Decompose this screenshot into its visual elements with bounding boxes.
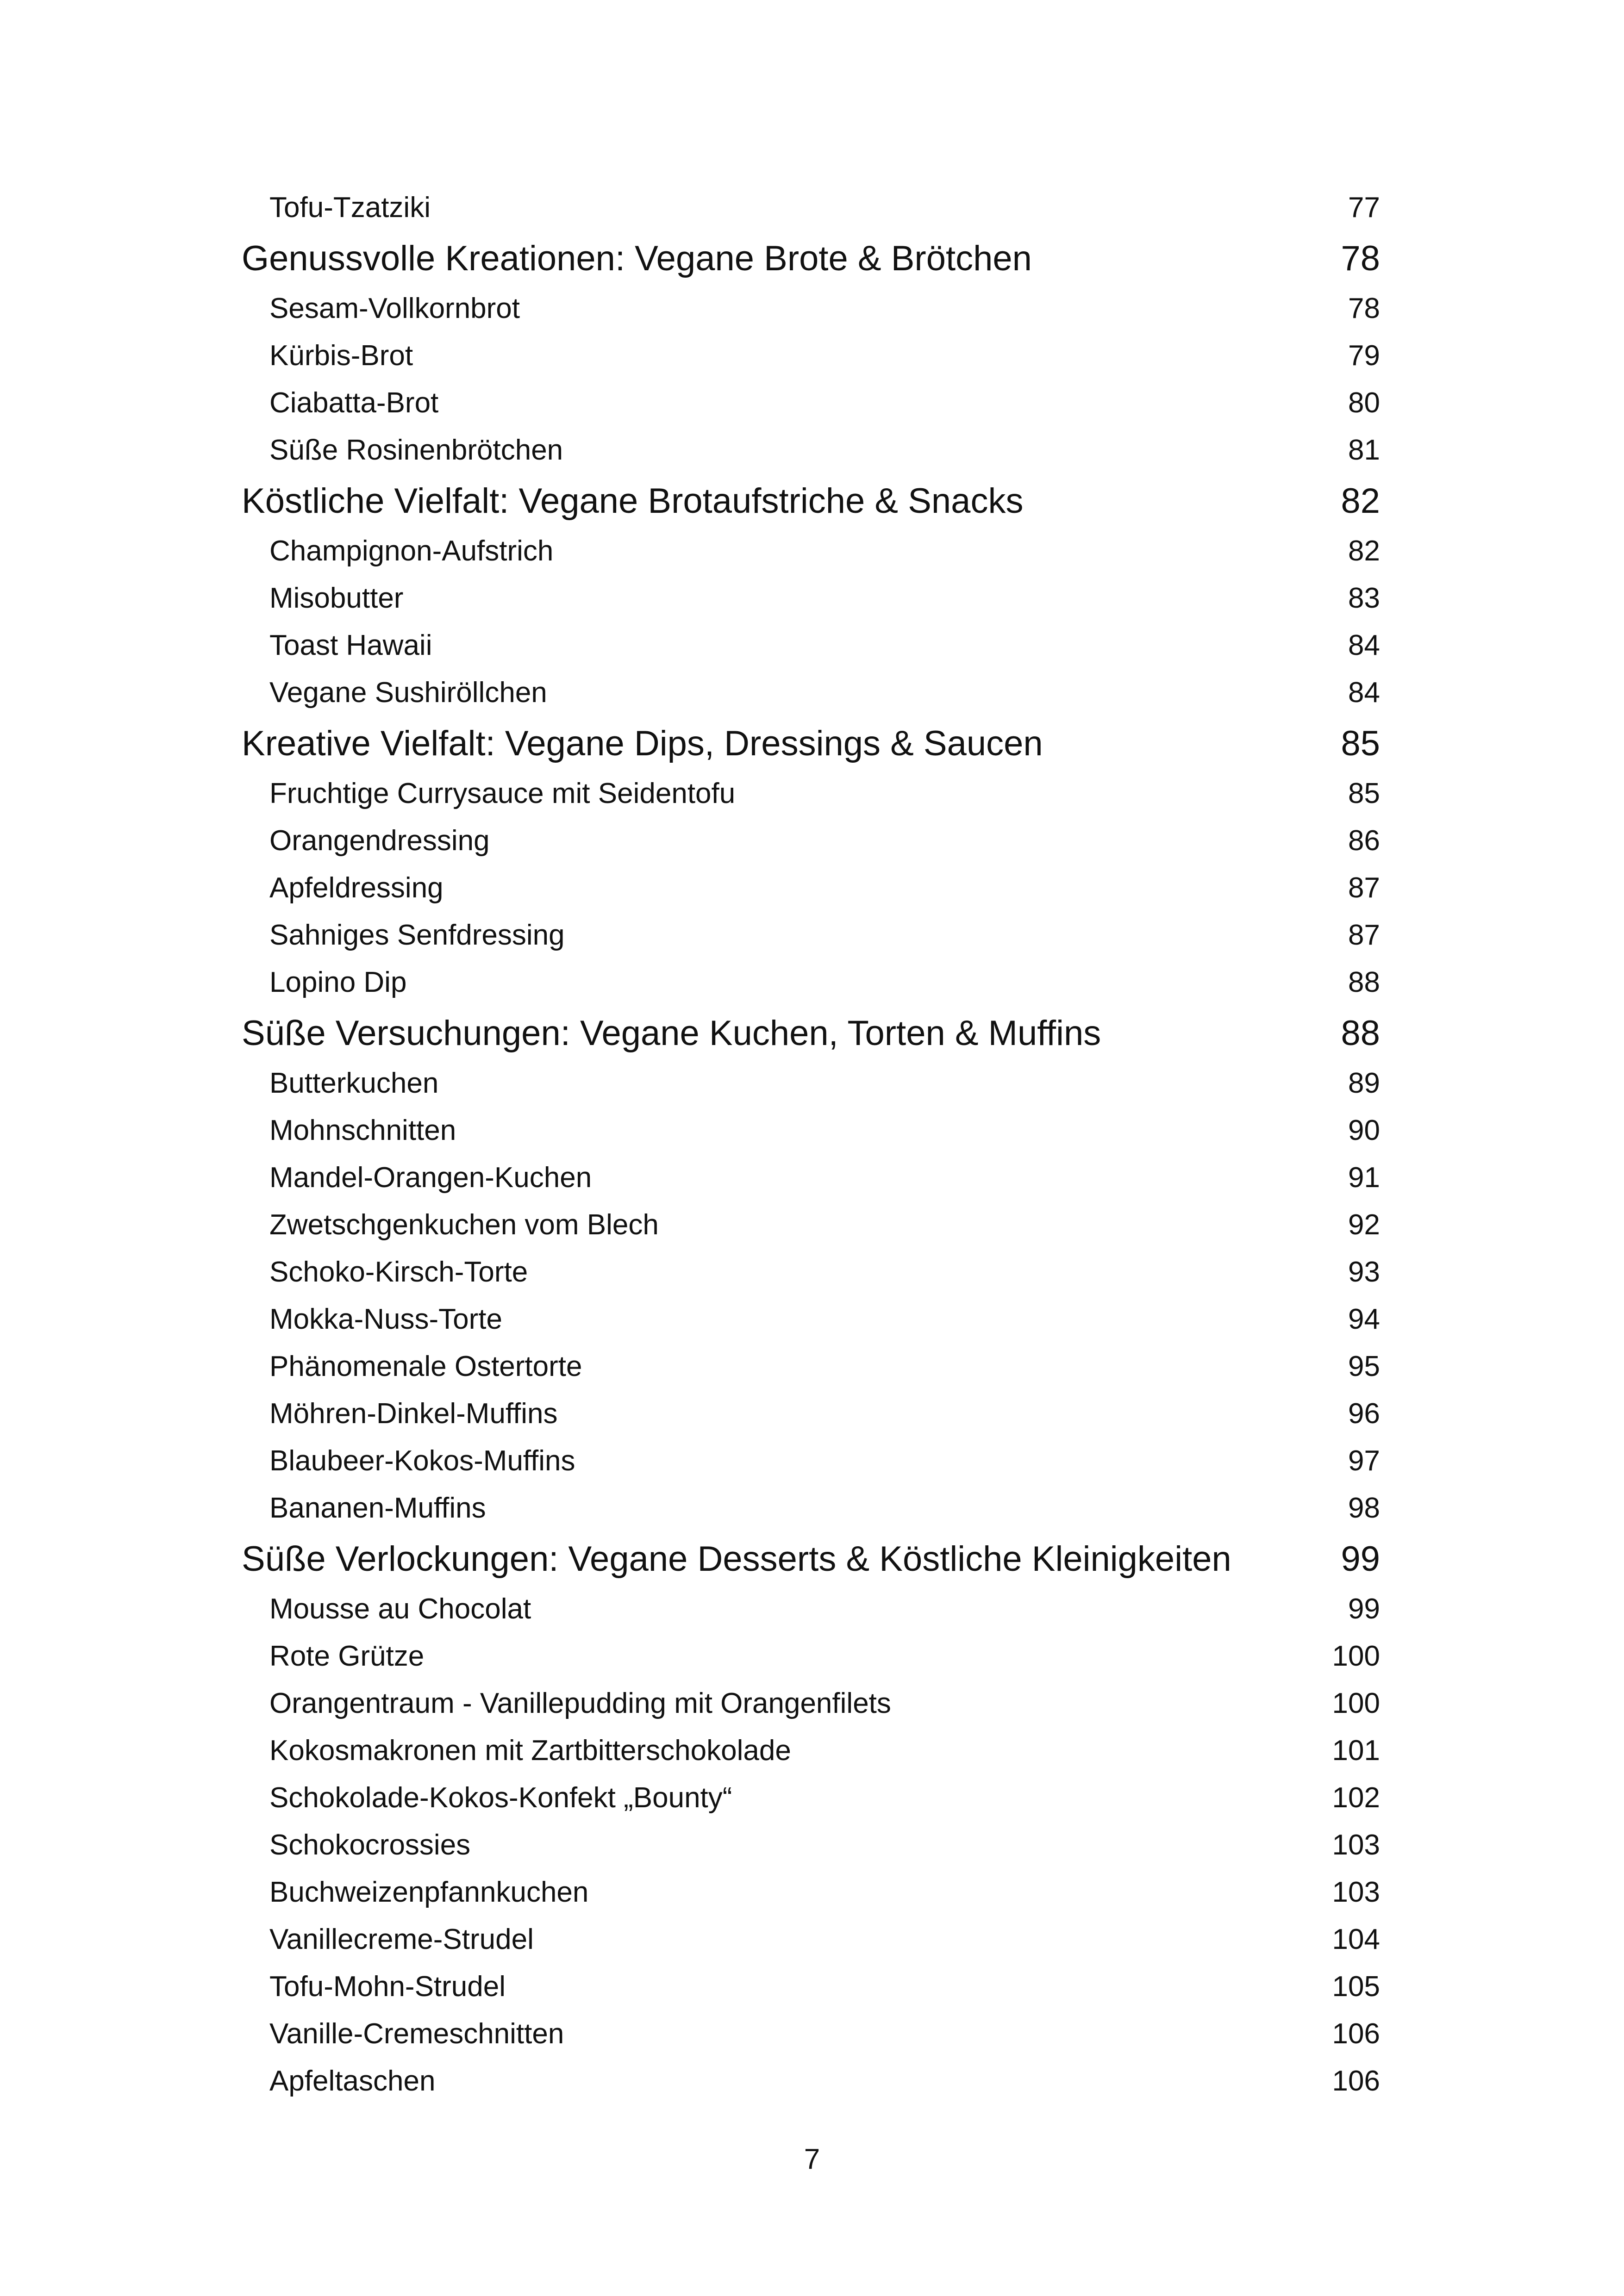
entry-title: Mokka-Nuss-Torte <box>269 1303 502 1335</box>
toc-entry <box>0 2059 1624 2106</box>
page-reference: 86 <box>1348 825 1380 857</box>
entry-title: Phänomenale Ostertorte <box>269 1350 582 1382</box>
page-reference: 78 <box>1348 292 1380 324</box>
toc-entry <box>0 1823 1624 1870</box>
section-title: Köstliche Vielfalt: Vegane Brotaufstriche & Snacks <box>242 481 1024 521</box>
entry-title: Mousse au Chocolat <box>269 1593 531 1625</box>
entry-title: Schokocrossies <box>269 1829 471 1861</box>
page-reference: 103 <box>1332 1876 1380 1908</box>
page-reference: 84 <box>1348 677 1380 709</box>
toc-entry <box>0 1438 1624 1486</box>
toc-entry <box>0 1486 1624 1533</box>
page-reference: 89 <box>1348 1067 1380 1099</box>
entry-title: Vanille-Cremeschnitten <box>269 2018 564 2050</box>
toc-section-heading <box>0 717 1624 771</box>
page-reference: 85 <box>1341 724 1380 763</box>
toc-entry <box>0 576 1624 623</box>
page-reference: 103 <box>1332 1829 1380 1861</box>
page-reference: 106 <box>1332 2018 1380 2050</box>
page-reference: 82 <box>1341 481 1380 521</box>
entry-title: Blaubeer-Kokos-Muffins <box>269 1445 575 1477</box>
toc-entry <box>0 771 1624 818</box>
entry-title: Kokosmakronen mit Zartbitterschokolade <box>269 1735 791 1767</box>
toc-entry <box>0 2011 1624 2059</box>
entry-title: Zwetschgenkuchen vom Blech <box>269 1209 659 1241</box>
page-reference: 99 <box>1348 1593 1380 1625</box>
toc-section-heading <box>0 1533 1624 1587</box>
page-reference: 104 <box>1332 1923 1380 1955</box>
entry-title: Süße Rosinenbrötchen <box>269 434 563 466</box>
entry-title: Sesam-Vollkornbrot <box>269 292 520 324</box>
page-reference: 77 <box>1348 192 1380 224</box>
entry-title: Orangentraum - Vanillepudding mit Orangenfilets <box>269 1687 891 1719</box>
entry-title: Vanillecreme-Strudel <box>269 1923 534 1955</box>
entry-title: Apfeltaschen <box>269 2065 436 2097</box>
page-reference: 83 <box>1348 582 1380 614</box>
section-title: Süße Verlockungen: Vegane Desserts & Köstliche Kleinigkeiten <box>242 1539 1231 1579</box>
entry-title: Rote Grütze <box>269 1640 425 1672</box>
page-reference: 94 <box>1348 1303 1380 1335</box>
toc-entry <box>0 1391 1624 1438</box>
entry-title: Apfeldressing <box>269 872 443 904</box>
entry-title: Buchweizenpfannkuchen <box>269 1876 589 1908</box>
page-reference: 88 <box>1341 1014 1380 1053</box>
page-reference: 85 <box>1348 778 1380 809</box>
page-reference: 106 <box>1332 2065 1380 2097</box>
page-reference: 78 <box>1341 239 1380 278</box>
toc-entry <box>0 818 1624 865</box>
page-reference: 100 <box>1332 1640 1380 1672</box>
toc-entry <box>0 1917 1624 1964</box>
entry-title: Orangendressing <box>269 825 490 857</box>
entry-title: Sahniges Senfdressing <box>269 919 565 951</box>
toc-entry <box>0 1681 1624 1728</box>
toc-entry <box>0 1634 1624 1681</box>
page-reference: 84 <box>1348 629 1380 661</box>
section-title: Süße Versuchungen: Vegane Kuchen, Torten & Muffins <box>242 1014 1101 1053</box>
page-reference: 101 <box>1332 1735 1380 1767</box>
entry-title: Lopino Dip <box>269 966 407 998</box>
toc-entry <box>0 1964 1624 2011</box>
entry-title: Fruchtige Currysauce mit Seidentofu <box>269 778 736 809</box>
page-reference: 80 <box>1348 387 1380 419</box>
entry-title: Champignon-Aufstrich <box>269 535 554 567</box>
page-reference: 79 <box>1348 340 1380 372</box>
entry-title: Bananen-Muffins <box>269 1492 486 1524</box>
entry-title: Ciabatta-Brot <box>269 387 439 419</box>
toc-entry <box>0 913 1624 960</box>
toc-entry <box>0 1202 1624 1250</box>
toc-entry <box>0 1108 1624 1155</box>
page-reference: 91 <box>1348 1162 1380 1194</box>
toc-section-heading <box>0 475 1624 529</box>
entry-title: Schoko-Kirsch-Torte <box>269 1256 528 1288</box>
entry-title: Vegane Sushiröllchen <box>269 677 547 709</box>
toc-entry <box>0 286 1624 333</box>
page-reference: 90 <box>1348 1114 1380 1146</box>
page-reference: 95 <box>1348 1350 1380 1382</box>
entry-title: Mohnschnitten <box>269 1114 456 1146</box>
entry-title: Mandel-Orangen-Kuchen <box>269 1162 592 1194</box>
entry-title: Tofu-Tzatziki <box>269 192 431 224</box>
toc-entry <box>0 185 1624 232</box>
page-reference: 82 <box>1348 535 1380 567</box>
page-reference: 92 <box>1348 1209 1380 1241</box>
entry-title: Tofu-Mohn-Strudel <box>269 1971 506 2003</box>
toc-entry <box>0 333 1624 380</box>
page-reference: 87 <box>1348 919 1380 951</box>
section-title: Kreative Vielfalt: Vegane Dips, Dressings & Saucen <box>242 724 1043 763</box>
toc-entry <box>0 1587 1624 1634</box>
toc-entry <box>0 1728 1624 1775</box>
page-number: 7 <box>804 2143 820 2175</box>
toc-section-heading <box>0 1007 1624 1061</box>
page-reference: 97 <box>1348 1445 1380 1477</box>
page-reference: 98 <box>1348 1492 1380 1524</box>
toc-entry <box>0 1775 1624 1823</box>
entry-title: Butterkuchen <box>269 1067 439 1099</box>
toc-entry <box>0 1870 1624 1917</box>
page-reference: 81 <box>1348 434 1380 466</box>
toc-entry <box>0 1344 1624 1391</box>
toc-entry <box>0 380 1624 428</box>
section-title: Genussvolle Kreationen: Vegane Brote & Brötchen <box>242 239 1032 278</box>
toc-entry <box>0 865 1624 913</box>
page-reference: 99 <box>1341 1539 1380 1579</box>
toc-entry <box>0 1155 1624 1202</box>
toc-entry <box>0 1061 1624 1108</box>
toc-entry <box>0 1297 1624 1344</box>
page-reference: 96 <box>1348 1398 1380 1430</box>
page-reference: 105 <box>1332 1971 1380 2003</box>
entry-title: Kürbis-Brot <box>269 340 413 372</box>
page-reference: 100 <box>1332 1687 1380 1719</box>
page-reference: 88 <box>1348 966 1380 998</box>
toc-section-heading <box>0 232 1624 286</box>
toc-entry <box>0 529 1624 576</box>
entry-title: Möhren-Dinkel-Muffins <box>269 1398 558 1430</box>
toc-entry <box>0 428 1624 475</box>
page-reference: 87 <box>1348 872 1380 904</box>
entry-title: Toast Hawaii <box>269 629 432 661</box>
entry-title: Misobutter <box>269 582 404 614</box>
page-reference: 93 <box>1348 1256 1380 1288</box>
toc-entry <box>0 670 1624 717</box>
toc-entry <box>0 623 1624 670</box>
toc-entry <box>0 1250 1624 1297</box>
entry-title: Schokolade-Kokos-Konfekt „Bounty“ <box>269 1782 732 1814</box>
toc-entry <box>0 960 1624 1007</box>
page-reference: 102 <box>1332 1782 1380 1814</box>
